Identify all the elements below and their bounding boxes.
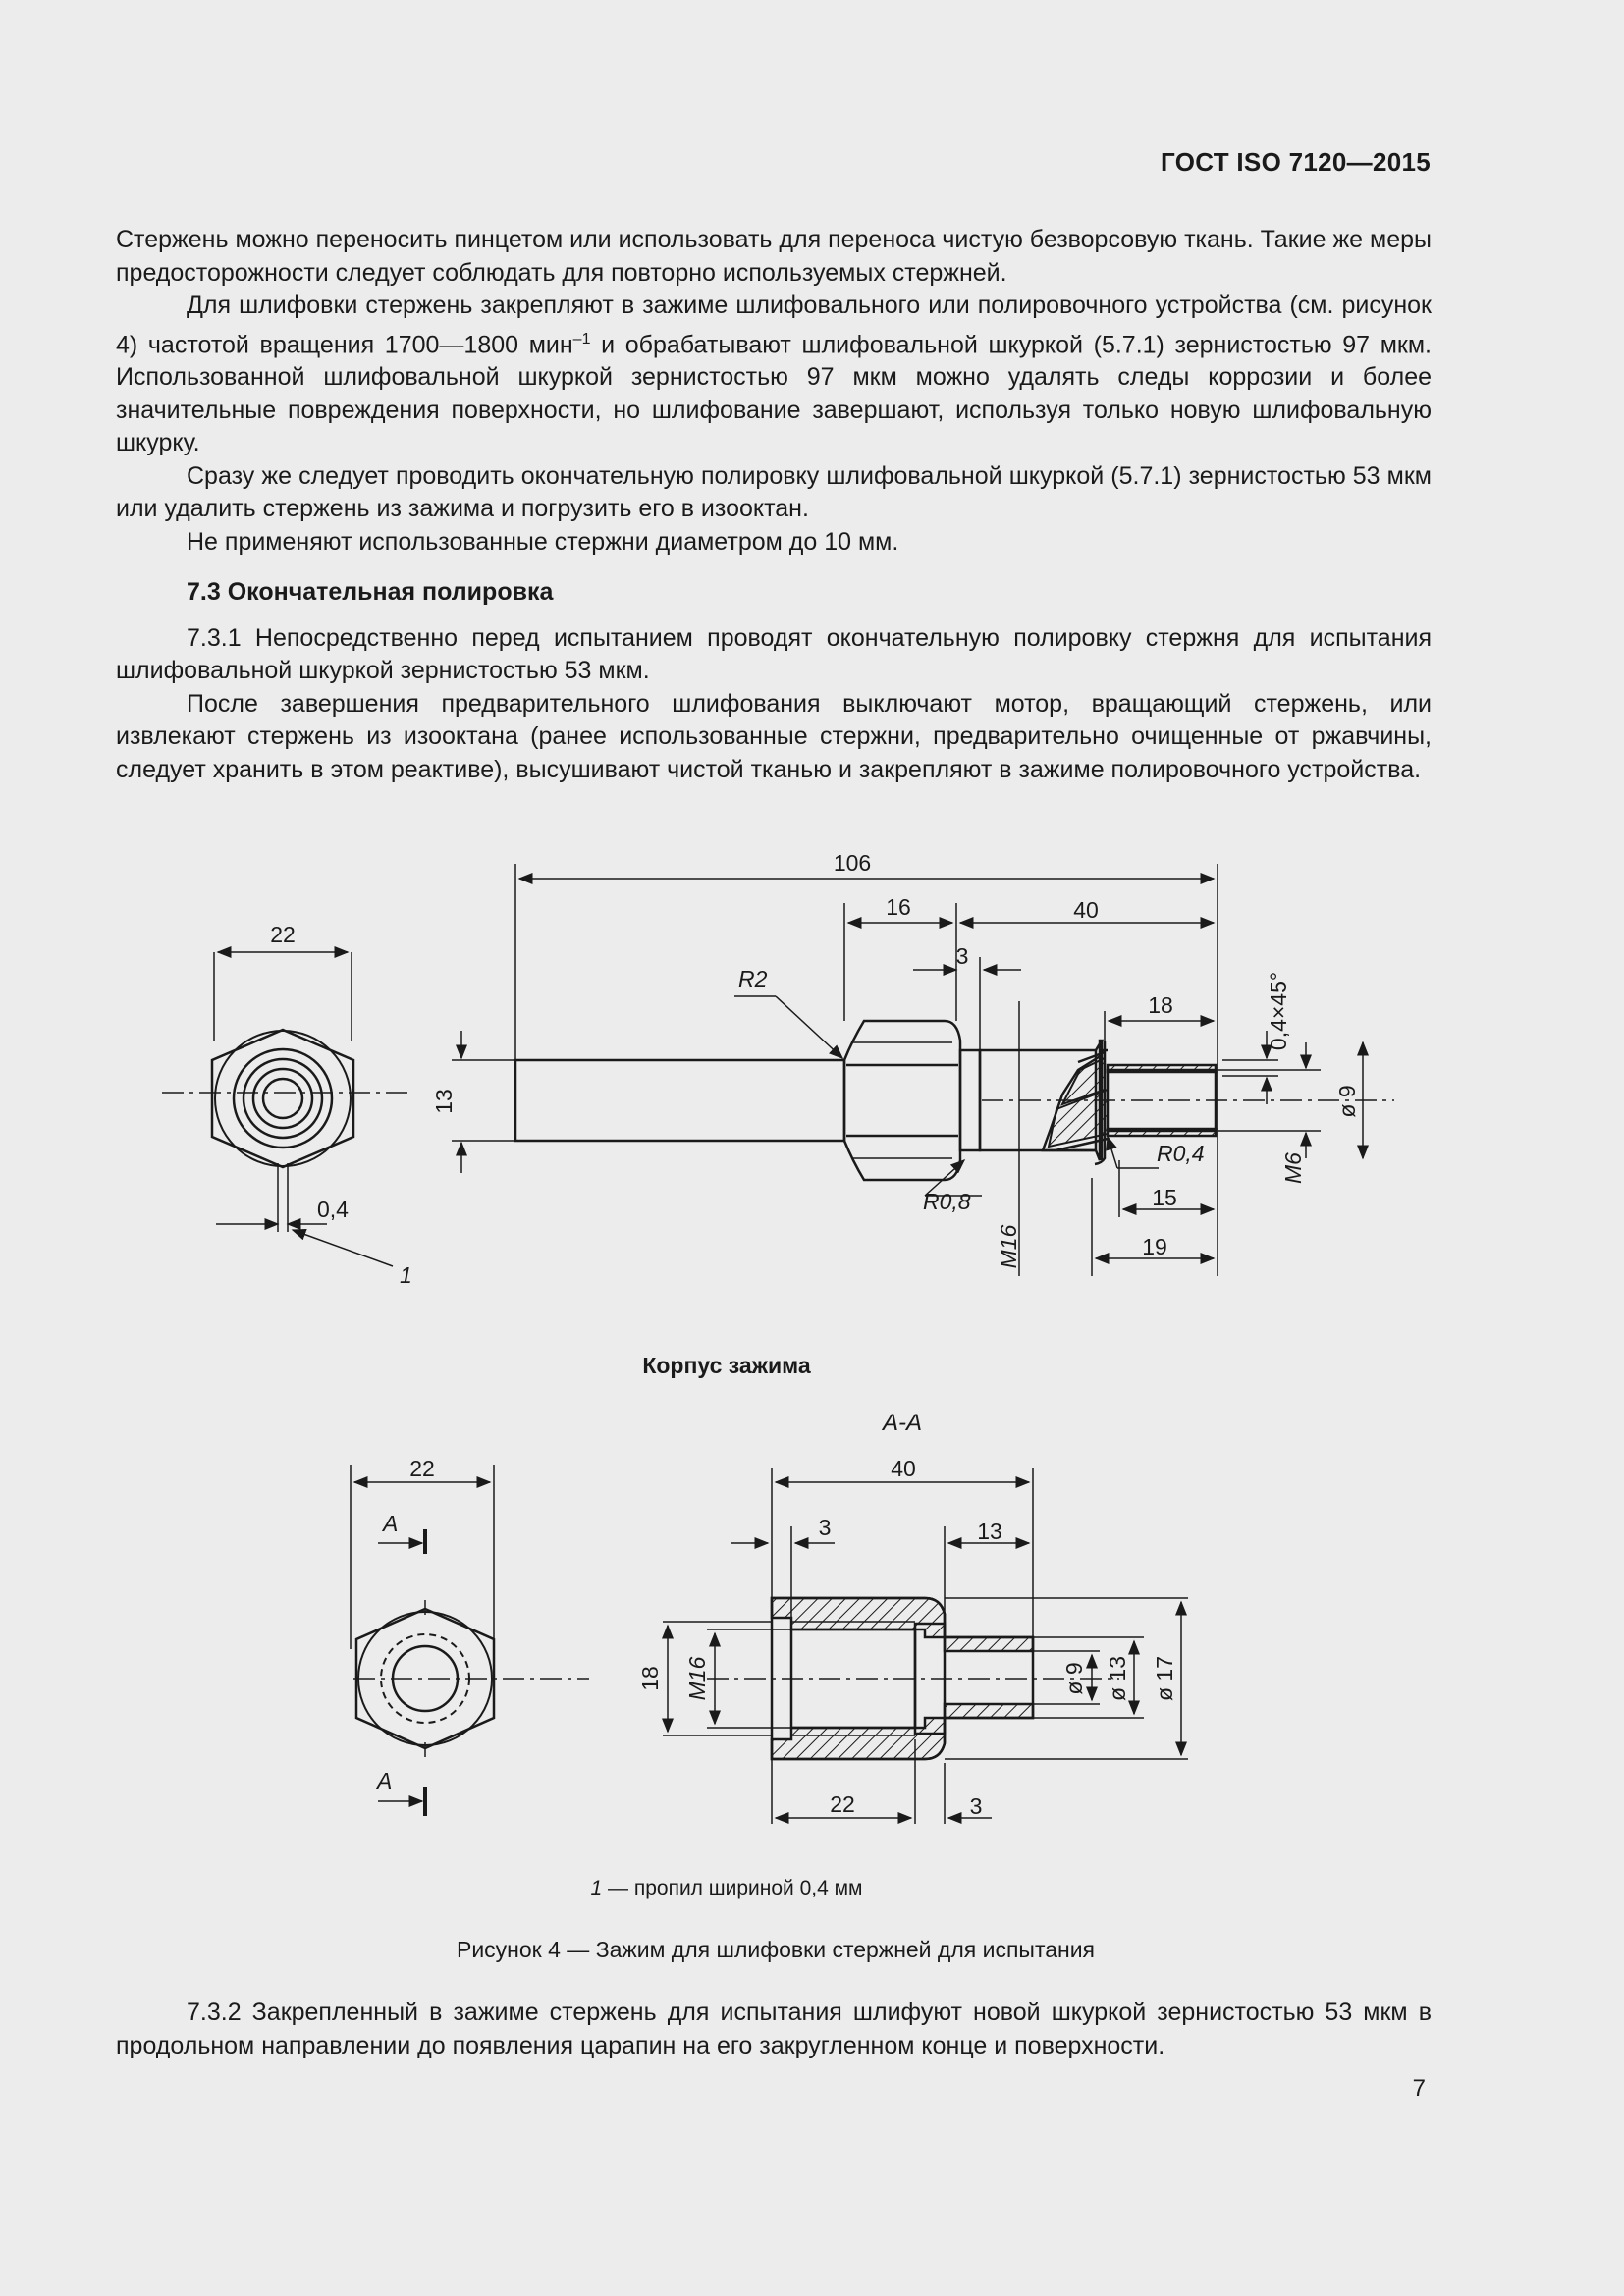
dim-18: 18 (1148, 992, 1173, 1018)
dim-22-section: 22 (830, 1791, 855, 1817)
thread-m16-bottom: M16 (684, 1656, 710, 1701)
section-mark-a: A (383, 1511, 399, 1536)
paragraph: 7.3.1 Непосредственно перед испытанием проводят окончательную полировку стержня для испытания шлифовальной шкуркой зернистостью 53 мкм. (116, 623, 1432, 685)
radius-r0-4: R0,4 (1157, 1141, 1205, 1166)
dim-3: 3 (955, 943, 969, 969)
paragraph: После завершения предварительного шлифования выключают мотор, вращающий стержень, или извлекают стержень из изооктана (ранее использованные стержни, предварительно очищенные от ржавчины, следует хранить в этом реактиве), высушивают чистой тканью и закрепляют в зажиме полировочного устройства. (116, 689, 1432, 783)
note-number: 1 (590, 1877, 603, 1899)
text-block-bottom (116, 1997, 1432, 2062)
thread-m16: M16 (996, 1224, 1021, 1269)
figure-note (0, 1877, 1453, 1900)
diameter-9: ø 9 (1334, 1085, 1360, 1118)
document-header: ГОСТ ISO 7120—2015 (1161, 147, 1431, 177)
page-number: 7 (1412, 2075, 1426, 2102)
dim-22: 22 (270, 922, 296, 947)
chamfer-label: 0,4×45° (1266, 971, 1291, 1051)
note-text: — пропил шириной 0,4 мм (602, 1877, 863, 1899)
paragraph-part: и обрабатывают шлифовальной шкуркой (5.7.1) зернистостью 97 мкм. Использованной шлифовальной шкуркой зернистостью 97 мкм можно удалять следы коррозии и более значительные повреждения поверхности, но шлифование завершают, используя только новую шлифовальную шкурку. (116, 330, 1432, 457)
callout-1: 1 (400, 1262, 412, 1288)
dim-106: 106 (833, 850, 872, 876)
diameter-13: ø 13 (1105, 1655, 1130, 1702)
thread-m6: M6 (1280, 1152, 1306, 1184)
paragraph: Не применяют использованные стержни диаметром до 10 мм. (187, 527, 899, 556)
superscript: –1 (572, 330, 591, 347)
radius-r2: R2 (738, 966, 768, 991)
dim-13: 13 (431, 1089, 457, 1114)
section-view-aa (663, 1468, 1188, 1824)
part-caption: Корпус зажима (642, 1353, 811, 1378)
radius-r0-8: R0,8 (923, 1189, 971, 1214)
section-heading: 7.3 Окончательная полировка (187, 578, 554, 607)
dim-40-bottom: 40 (891, 1456, 916, 1481)
end-view-top (162, 952, 407, 1266)
dim-15: 15 (1152, 1185, 1177, 1210)
dim-16: 16 (886, 894, 911, 920)
paragraph: Сразу же следует проводить окончательную полировку шлифовальной шкуркой (5.7.1) зернистостью 53 мкм или удалить стержень из зажима и погрузить его в изооктан. (116, 461, 1432, 523)
dim-3-bottom: 3 (818, 1515, 832, 1540)
diameter-9-bottom: ø 9 (1061, 1662, 1087, 1695)
paragraph: Стержень можно переносить пинцетом или использовать для переноса чистую безворсовую ткань. Такие же меры предосторожности следует соблюдать для повторно используемых стержней. (116, 226, 1432, 287)
dim-40: 40 (1073, 897, 1099, 923)
dim-18-bottom: 18 (637, 1666, 663, 1691)
dim-3-section: 3 (969, 1793, 983, 1819)
dim-22-bottom: 22 (409, 1456, 435, 1481)
section-mark-a: A (377, 1768, 393, 1793)
diameter-17: ø 17 (1152, 1655, 1177, 1702)
dim-19: 19 (1142, 1234, 1167, 1259)
side-view-top (452, 864, 1394, 1276)
dim-13-bottom: 13 (977, 1519, 1002, 1544)
dim-0-4: 0,4 (317, 1197, 349, 1222)
paragraph-part: Для шлифовки стержень закрепляют в зажиме шлифовального или полировочного устройства (см. рисунок 4) частотой вращения 1700—1800 мин (116, 292, 1432, 358)
paragraph: 7.3.2 Закрепленный в зажиме стержень для испытания шлифуют новой шкуркой зернистостью 53 мкм в продольном направлении до появления царапин на его закругленном конце и поверхности. (116, 1999, 1432, 2059)
section-label: A-A (882, 1410, 922, 1436)
figure-caption: Рисунок 4 — Зажим для шлифовки стержней для испытания (456, 1937, 1096, 1962)
